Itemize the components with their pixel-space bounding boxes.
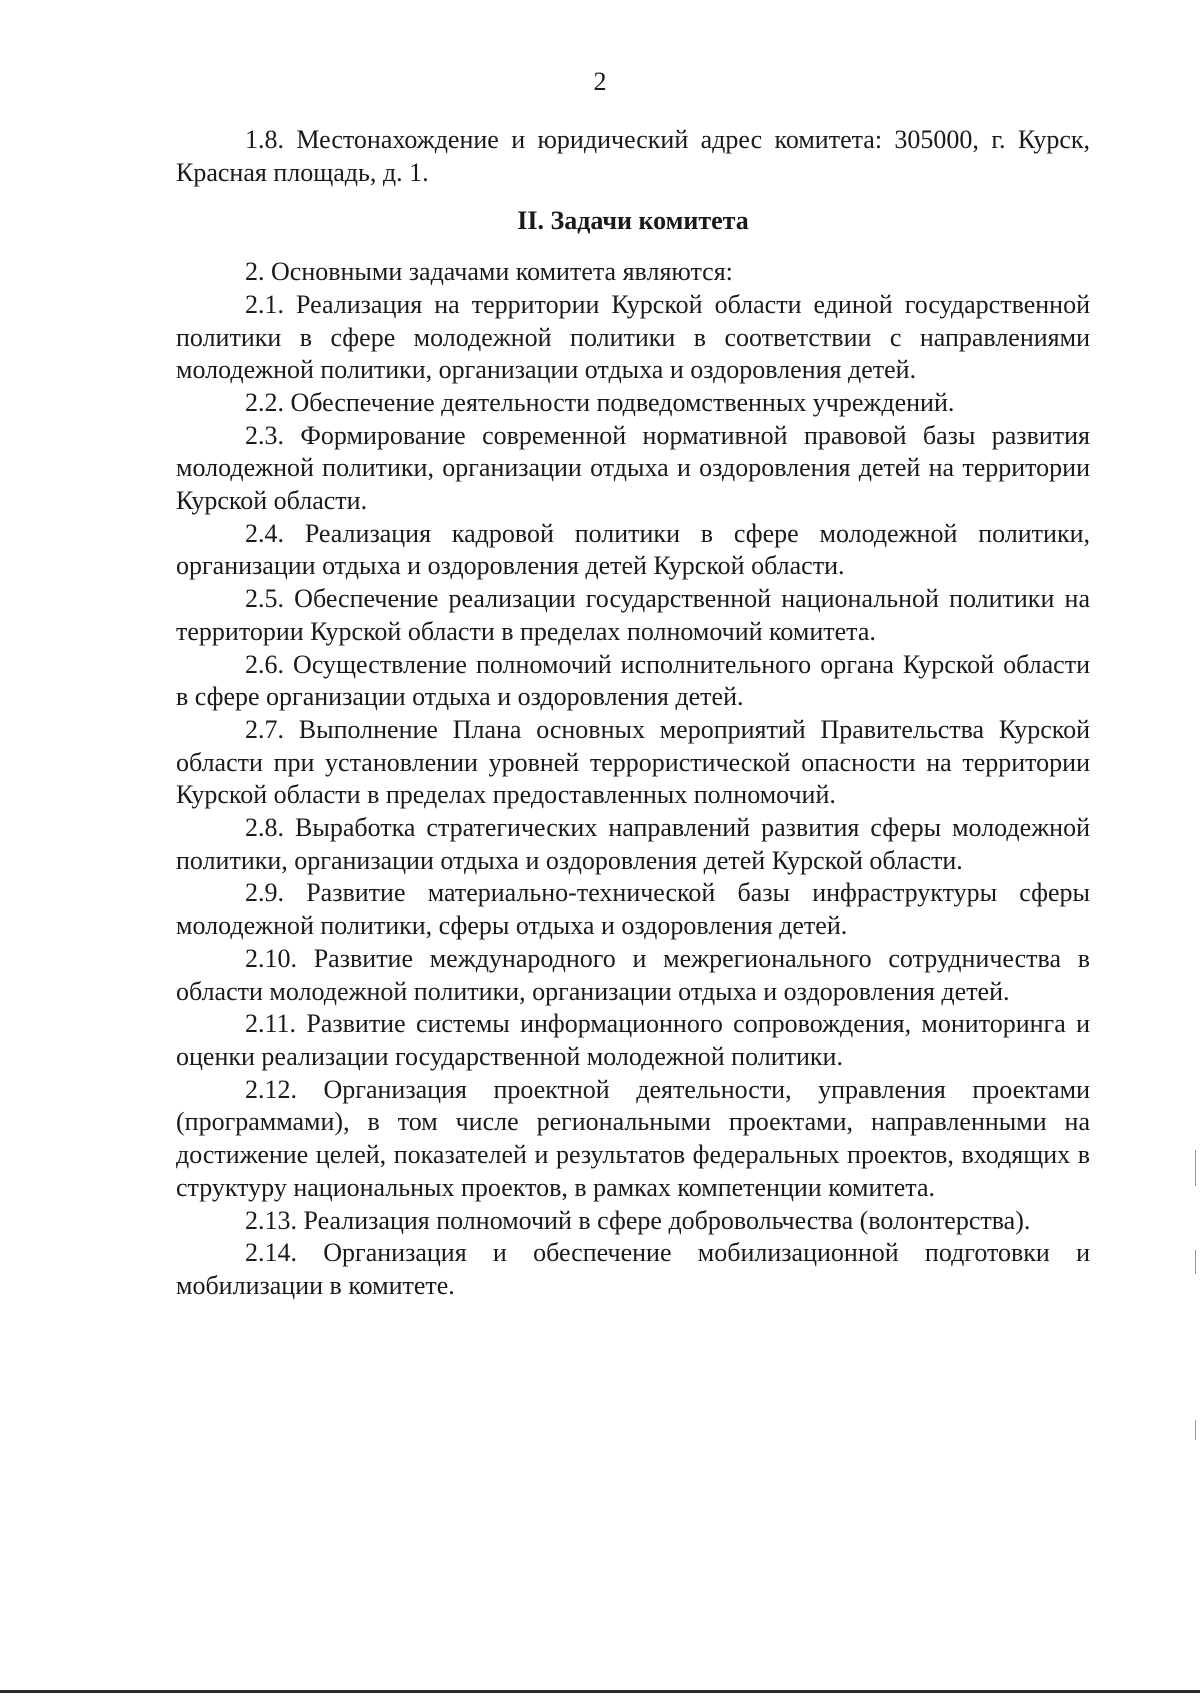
paragraph-2-5: 2.5. Обеспечение реализации государственной национальной политики на территории Курской области в пределах полномочий комитета.: [176, 584, 1090, 646]
paragraph-2: 2. Основными задачами комитета являются:: [245, 257, 733, 287]
page-bottom-border: [0, 1690, 1200, 1693]
scan-artifact: [1195, 1420, 1196, 1440]
section-heading: II. Задачи комитета: [517, 206, 749, 236]
scan-artifact: [1195, 1250, 1196, 1274]
paragraph-2-8: 2.8. Выработка стратегических направлений развития сферы молодежной политики, организации отдыха и оздоровления детей Курской области.: [176, 813, 1090, 875]
paragraph-2-10: 2.10. Развитие международного и межрегионального сотрудничества в области молодежной политики, организации отдыха и оздоровления детей.: [176, 943, 1090, 1006]
paragraph-2-4: 2.4. Реализация кадровой политики в сфере молодежной политики, организации отдыха и оздоровления детей Курской области.: [176, 518, 1090, 581]
paragraph-2-6: 2.6. Осуществление полномочий исполнительного органа Курской области в сфере организации отдыха и оздоровления детей.: [176, 649, 1090, 712]
paragraph-2-7: 2.7. Выполнение Плана основных мероприятий Правительства Курской области при установлении уровней террористической опасности на территории Курской области в пределах предоставленных полномочий.: [176, 714, 1090, 810]
paragraph-2-3: 2.3. Формирование современной нормативной правовой базы развития молодежной политики, организации отдыха и оздоровления детей на территории Курской области.: [176, 420, 1090, 516]
paragraph-2-9: 2.9. Развитие материально-технической базы инфраструктуры сферы молодежной политики, сферы отдыха и оздоровления детей.: [176, 878, 1090, 941]
paragraph-2-12: 2.12. Организация проектной деятельности, управления проектами (программами), в том числе региональными проектами, направленными на достижение целей, показателей и результатов федеральных проектов, входящих в структуру национальных проектов, в рамках компетенции комитета.: [176, 1074, 1090, 1202]
page-number: 2: [593, 67, 607, 96]
paragraph-1-8: 1.8. Местонахождение и юридический адрес комитета: 305000, г. Курск, Красная площадь, д. 1.: [176, 125, 1090, 187]
paragraph-2-1: 2.1. Реализация на территории Курской области единой государственной политики в сфере молодежной политики в соответствии с направлениями молодежной политики, организации отдыха и оздоровления детей.: [176, 289, 1090, 385]
paragraph-2-11: 2.11. Развитие системы информационного сопровождения, мониторинга и оценки реализации государственной молодежной политики.: [176, 1009, 1090, 1071]
paragraph-2-13: 2.13. Реализация полномочий в сфере добровольчества (волонтерства).: [245, 1205, 1031, 1235]
paragraph-2-2: 2.2. Обеспечение деятельности подведомственных учреждений.: [245, 387, 955, 417]
document-body: [176, 124, 1090, 1303]
scan-artifact: [1195, 1150, 1196, 1186]
paragraph-2-14: 2.14. Организация и обеспечение мобилизационной подготовки и мобилизации в комитете.: [176, 1238, 1090, 1300]
